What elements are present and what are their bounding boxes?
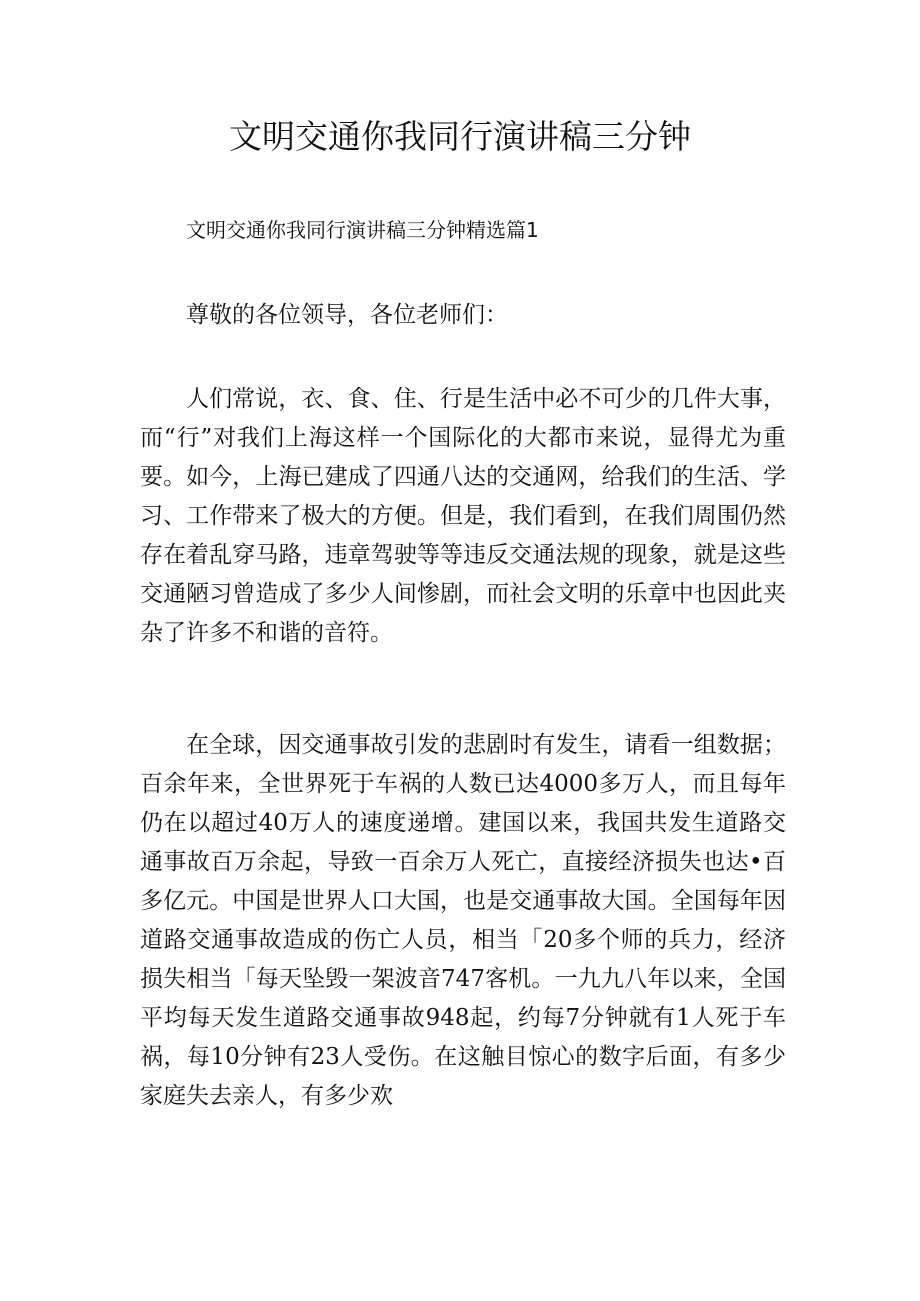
document-title: 文明交通你我同行演讲稿三分钟 — [229, 117, 691, 156]
body-paragraph-1: 人们常说，衣、食、住、行是生活中必不可少的几件大事，而“行”对我们上海这样一个国际化的大都市来说，显得尤为重要。如今，上海已建成了四通八达的交通网，给我们的生活、学习、工作带来了极大的方便。但是，我们看到，在我们周围仍然存在着乱穿马路，违章驾驶等等违反交通法规的现象，就是这些交通陋习曾造成了多少人间惨剧，而社会文明的乐章中也因此夹杂了许多不和谐的音符。 — [140, 386, 786, 646]
section-subtitle: 文明交通你我同行演讲稿三分钟精选篇1 — [186, 218, 539, 242]
greeting-paragraph: 尊敬的各位领导，各位老师们： — [186, 302, 508, 328]
body-paragraph-2: 在全球，因交通事故引发的悲剧时有发生，请看一组数据；百余年来，全世界死于车祸的人数已达4000多万人，而且每年仍在以超过40万人的速度递增。建国以来，我国共发生道路交通事故百万余起，导致一百余万人死亡，直接经济损失也达•百多亿元。中国是世界人口大国，也是交通事故大国。全国每年因道路交通事故造成的伤亡人员，相当「20多个师的兵力，经济损失相当「每天坠毁一架波音747客机。一九九八年以来，全国平均每天发生道路交通事故948起，约每7分钟就有1人死于车祸，每10分钟有23人受伤。在这触目惊心的数字后面，有多少家庭失去亲人，有多少欢 — [140, 732, 786, 1109]
